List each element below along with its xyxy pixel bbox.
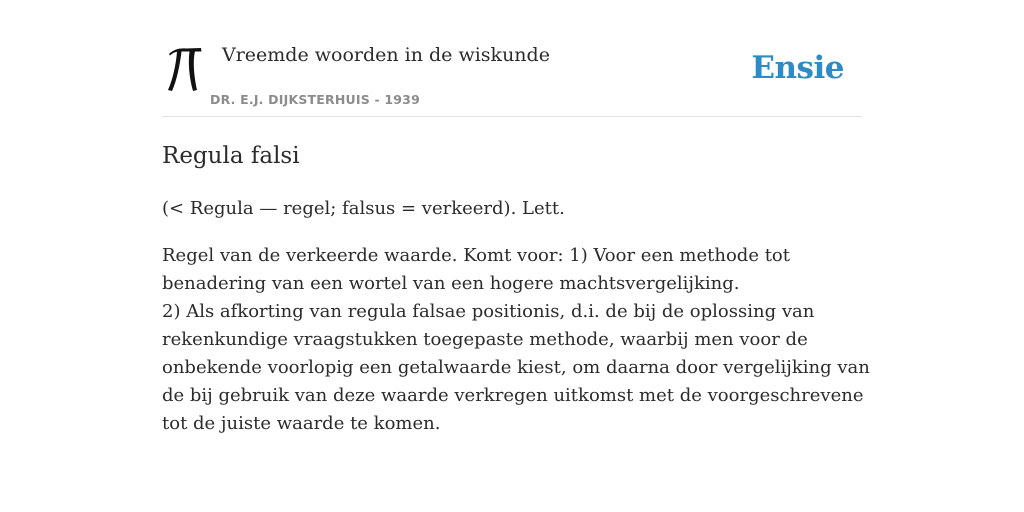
- definition-part-1: Regel van de verkeerde waarde. Komt voor: 1) Voor een methode tot benadering van een wortel van een hogere machtsvergelijking.: [162, 245, 791, 294]
- page-container: [162, 0, 870, 438]
- entry-etymology: (< Regula — regel; falsus = verkeerd). Lett.: [162, 198, 565, 219]
- entry-definition: [162, 242, 872, 438]
- ensie-logo-link[interactable]: Ensie: [751, 50, 844, 86]
- entry-title: Regula falsi: [162, 143, 300, 169]
- page-header: [162, 0, 862, 117]
- book-title[interactable]: Vreemde woorden in de wiskunde: [222, 44, 550, 66]
- book-author: DR. E.J. DIJKSTERHUIS - 1939: [210, 92, 420, 107]
- pi-icon: [166, 44, 204, 96]
- definition-part-2: 2) Als afkorting van regula falsae positionis, d.i. de bij de oplossing van rekenkundige vraagstukken toegepaste methode, waarbij men voor de onbekende voorlopig een getalwaarde kiest, om daarna door vergelijking van de bij gebruik van deze waarde verkregen uitkomst met de voorgeschrevene tot de juiste waarde te komen.: [162, 301, 870, 434]
